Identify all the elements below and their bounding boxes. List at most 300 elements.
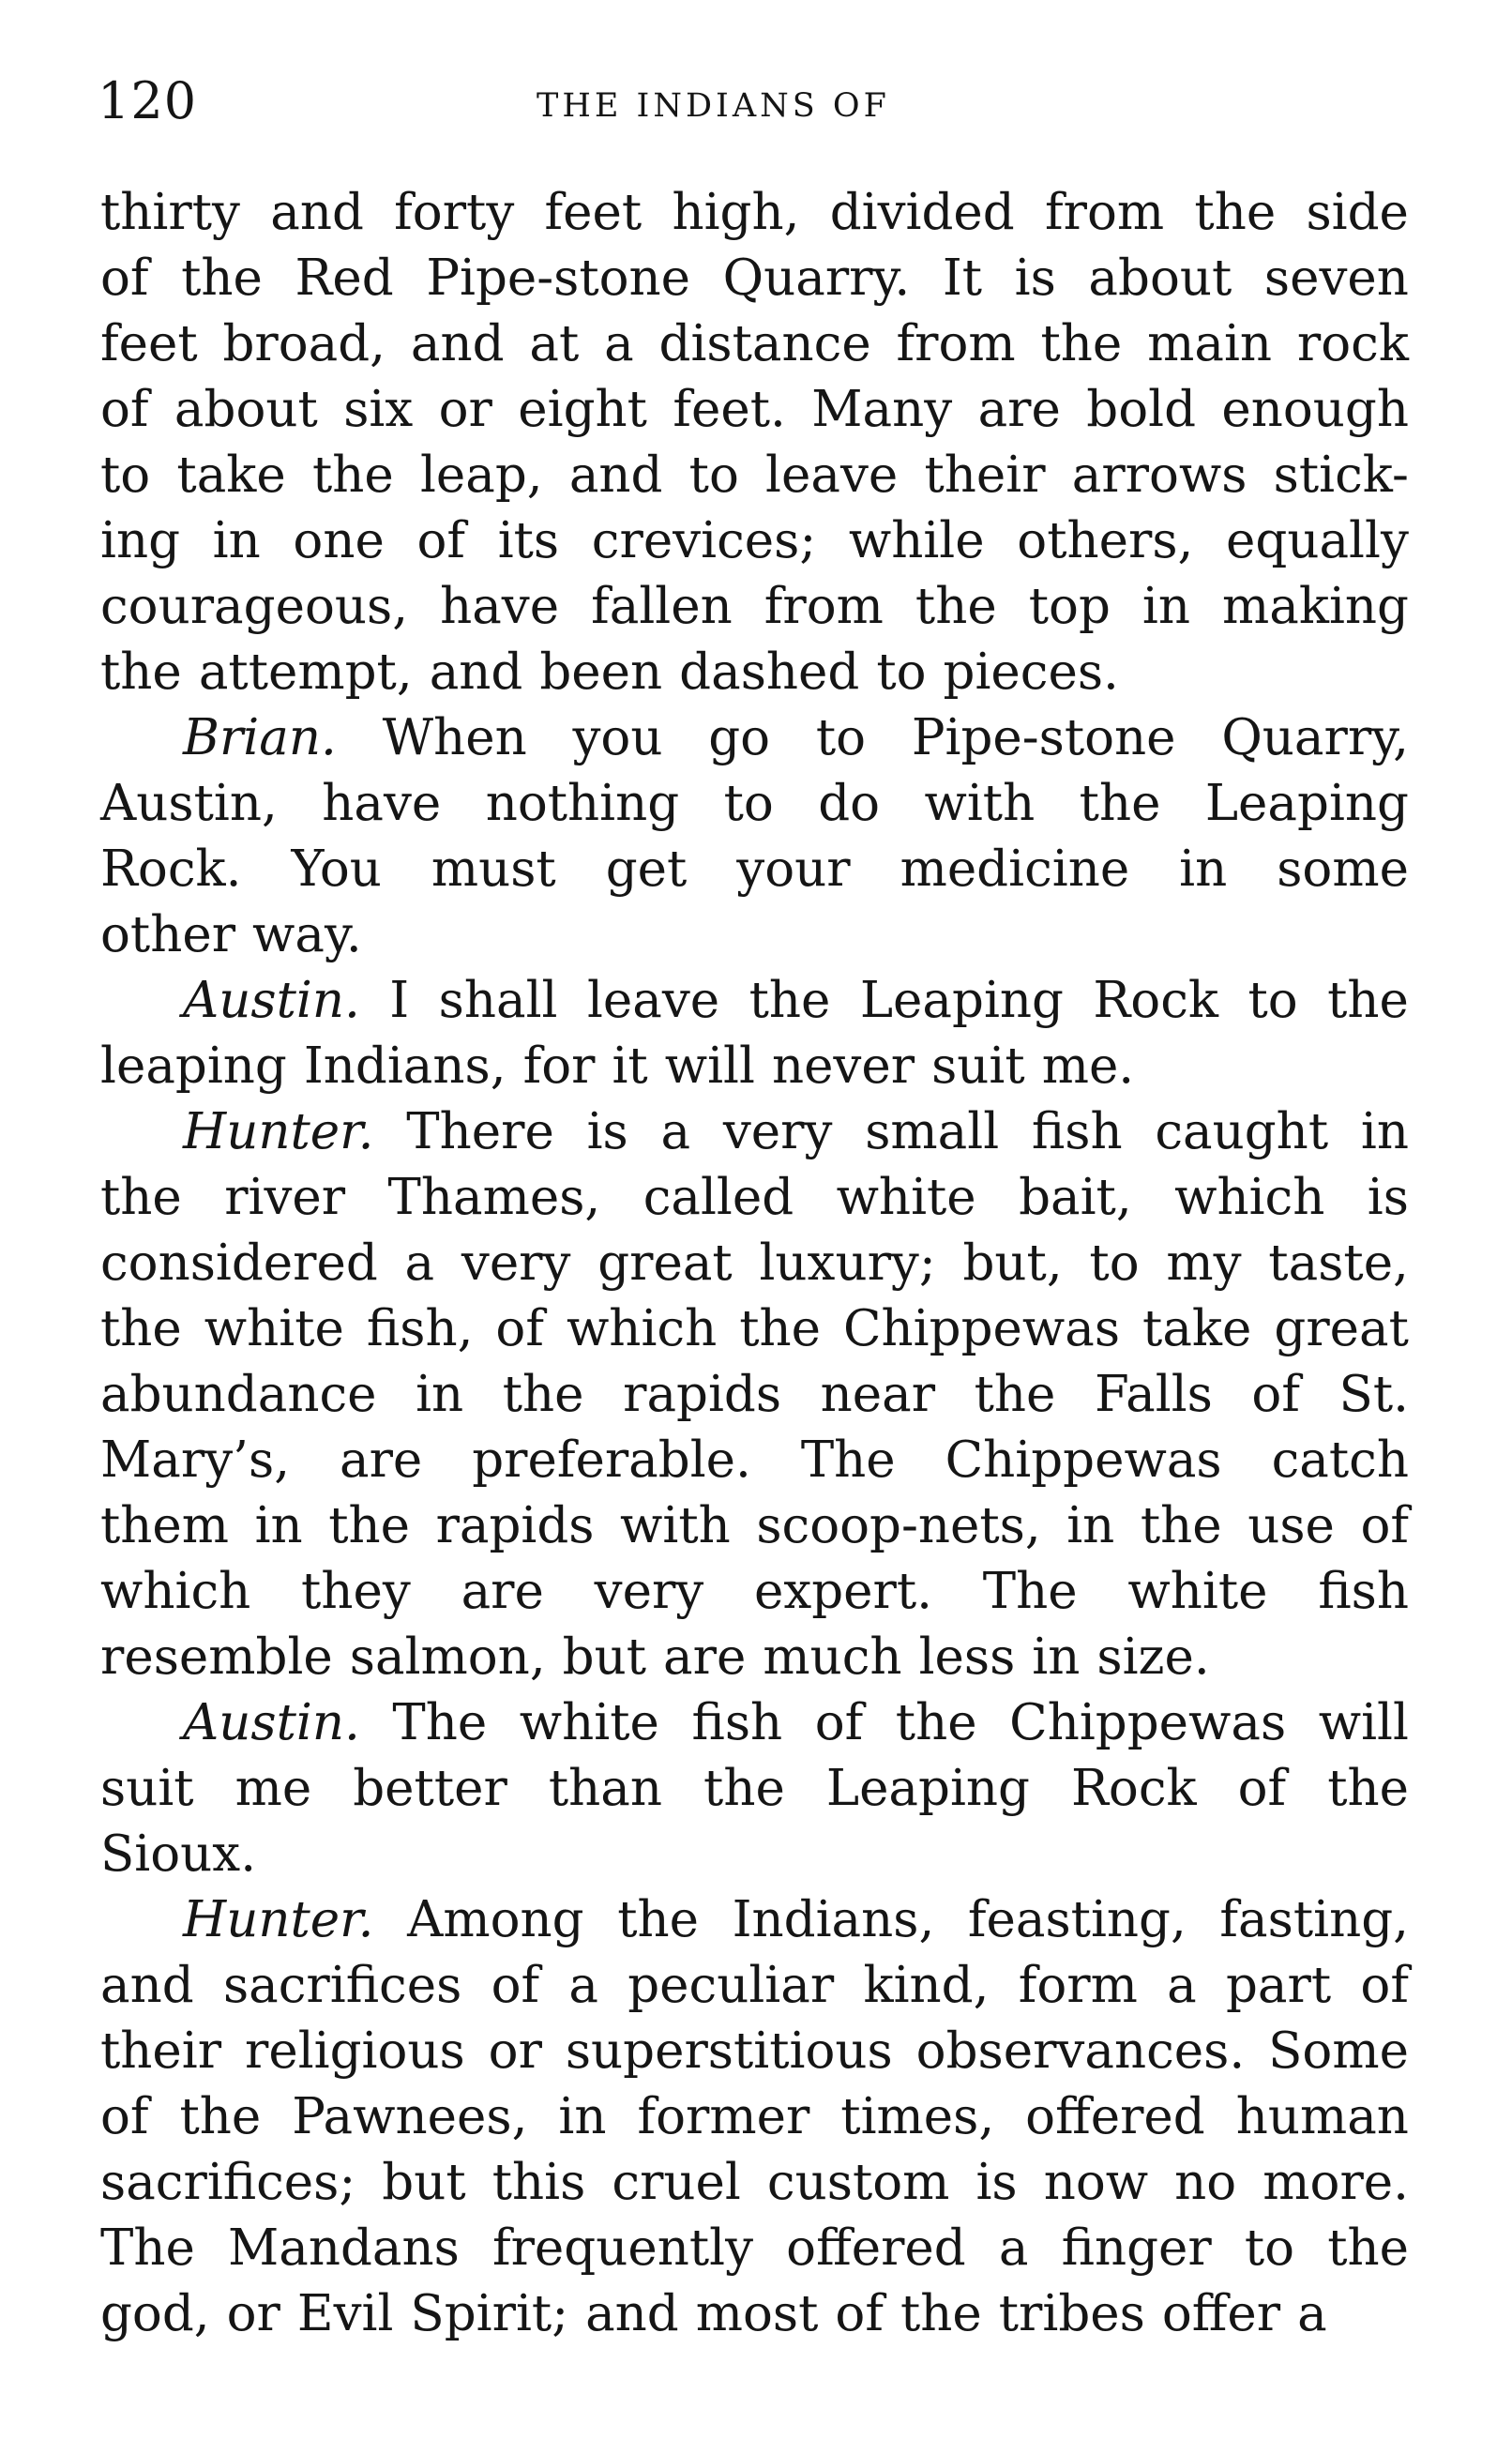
word: leap,	[419, 447, 543, 504]
word: considered	[100, 1235, 378, 1292]
word: rock	[1296, 315, 1409, 372]
word: while	[848, 512, 985, 569]
text-line	[100, 1296, 1409, 1362]
word: is	[1014, 250, 1056, 307]
word: dashed	[679, 644, 860, 701]
word: Chippewas	[945, 1432, 1222, 1489]
word: and	[568, 447, 663, 504]
speaker-name: Austin.	[183, 1694, 360, 1751]
text-line	[100, 968, 1409, 1034]
word: to	[100, 447, 151, 504]
body-text	[100, 180, 1409, 2347]
word: to	[1247, 972, 1298, 1029]
word: part	[1225, 1957, 1332, 2014]
text-line	[100, 1034, 1409, 1099]
text-line	[100, 2084, 1409, 2150]
word: Mary’s,	[100, 1432, 291, 1489]
word: cruel	[612, 2154, 741, 2211]
word: former	[637, 2088, 810, 2145]
word: of	[1360, 1957, 1409, 2014]
running-head	[98, 73, 1411, 129]
word: in	[1142, 578, 1190, 635]
word: way.	[252, 906, 362, 963]
word: main	[1147, 315, 1273, 372]
word: white	[1127, 1563, 1268, 1620]
word: feet	[100, 315, 198, 372]
text-line	[100, 2281, 1409, 2347]
word: the	[974, 1366, 1056, 1423]
word: a	[660, 1103, 691, 1160]
word: Leaping	[1204, 775, 1409, 832]
word: crevices;	[591, 512, 817, 569]
word: to	[815, 709, 867, 766]
word: in	[212, 512, 261, 569]
word: or	[438, 381, 492, 438]
word: suit	[931, 1038, 1025, 1095]
word: broad,	[222, 315, 386, 372]
word: salmon,	[349, 1629, 546, 1686]
word: white	[204, 1300, 344, 1357]
word: the	[328, 1497, 411, 1554]
word: the	[179, 2088, 262, 2145]
word: peculiar	[627, 1957, 835, 2014]
word: in	[1066, 1497, 1115, 1554]
text-line	[100, 1690, 1409, 1756]
word: will	[1318, 1694, 1409, 1751]
word: Red	[295, 250, 394, 307]
word: great	[597, 1235, 733, 1292]
word: abundance	[100, 1366, 377, 1423]
word: your	[736, 841, 851, 898]
word: pieces.	[943, 644, 1119, 701]
word: frequently	[491, 2219, 754, 2277]
word: less	[918, 1629, 1016, 1686]
word: been	[539, 644, 663, 701]
text-line	[100, 1428, 1409, 1493]
word: finger	[1061, 2219, 1212, 2277]
word: scoop-nets,	[756, 1497, 1041, 1554]
word: superstitious	[565, 2022, 893, 2080]
word: is	[975, 2154, 1018, 2211]
text-line	[100, 837, 1409, 902]
word: now	[1043, 2154, 1149, 2211]
word: use	[1247, 1497, 1335, 1554]
word: its	[497, 512, 560, 569]
word: the	[617, 1891, 699, 1948]
word: river	[224, 1169, 346, 1226]
word: but,	[962, 1235, 1063, 1292]
word: one	[293, 512, 385, 569]
word: others,	[1017, 512, 1194, 569]
word: fasting,	[1219, 1891, 1409, 1948]
word: the	[100, 1300, 182, 1357]
speaker-name: Brian.	[183, 709, 337, 766]
word: Leaping	[825, 1760, 1030, 1817]
word: or	[226, 2285, 280, 2342]
word: Indians,	[303, 1038, 507, 1095]
word: forty	[394, 184, 515, 241]
word: better	[353, 1760, 507, 1817]
word: of	[1237, 1760, 1287, 1817]
word: the	[703, 1760, 785, 1817]
word: of	[416, 512, 466, 569]
word: shall	[438, 972, 558, 1029]
word: take	[1142, 1300, 1252, 1357]
word: fish	[1031, 1103, 1123, 1160]
text-line	[100, 771, 1409, 837]
word: leaping	[100, 1038, 287, 1095]
word: arrows	[1071, 447, 1247, 504]
word: bold	[1086, 381, 1196, 438]
word: the	[502, 1366, 584, 1423]
word: in	[1360, 1103, 1409, 1160]
word: their	[924, 447, 1046, 504]
word: Rock	[1093, 972, 1219, 1029]
word: in	[1032, 1629, 1081, 1686]
word: you	[572, 709, 663, 766]
word: the	[739, 1300, 822, 1357]
text-line	[100, 443, 1409, 508]
word: than	[548, 1760, 663, 1817]
word: Pawnees,	[292, 2088, 528, 2145]
word: enough	[1221, 381, 1409, 438]
speaker-name: Austin.	[183, 972, 360, 1029]
word: or	[488, 2022, 542, 2080]
word: take	[176, 447, 286, 504]
word: and	[585, 2285, 679, 2342]
word: of	[1251, 1366, 1300, 1423]
word: preferable.	[472, 1432, 751, 1489]
word: a	[1297, 2285, 1327, 2342]
page-number: 120	[98, 71, 198, 130]
word: about	[1088, 250, 1232, 307]
word: the	[748, 972, 831, 1029]
word: side	[1306, 184, 1409, 241]
word: this	[491, 2154, 586, 2211]
word: leave	[765, 447, 899, 504]
word: to	[1244, 2219, 1295, 2277]
word: of	[495, 1300, 544, 1357]
word: The	[392, 1694, 488, 1751]
word: offered	[1025, 2088, 1205, 2145]
word: medicine	[900, 841, 1130, 898]
word: Rock.	[100, 841, 242, 898]
word: the	[1040, 315, 1123, 372]
text-line	[100, 705, 1409, 771]
word: expert.	[754, 1563, 933, 1620]
word: god,	[100, 2285, 210, 2342]
word: sacrifices;	[100, 2154, 356, 2211]
word: The	[800, 1432, 896, 1489]
word: times,	[840, 2088, 995, 2145]
word: Falls	[1094, 1366, 1213, 1423]
word: they	[301, 1563, 411, 1620]
text-line	[100, 1756, 1409, 1822]
word: kind,	[863, 1957, 990, 2014]
word: St.	[1338, 1366, 1409, 1423]
word: but	[382, 2154, 466, 2211]
word: and	[270, 184, 364, 241]
word: seven	[1263, 250, 1409, 307]
word: to	[876, 644, 927, 701]
word: to	[1089, 1235, 1140, 1292]
text-line	[100, 1887, 1409, 1953]
word: the	[1079, 775, 1161, 832]
word: very	[461, 1235, 571, 1292]
word: for	[522, 1038, 596, 1095]
word: The	[100, 2219, 195, 2277]
word: Austin,	[100, 775, 278, 832]
word: my	[1166, 1235, 1242, 1292]
word: feet.	[673, 381, 786, 438]
word: Quarry.	[722, 250, 911, 307]
word: of	[835, 2285, 884, 2342]
word: and	[429, 644, 523, 701]
word: from	[1045, 184, 1165, 241]
word: great	[1274, 1300, 1409, 1357]
word: the	[1327, 972, 1409, 1029]
word: with	[620, 1497, 731, 1554]
word: a	[998, 2219, 1029, 2277]
text-line	[100, 902, 1409, 968]
word: Thames,	[387, 1169, 601, 1226]
word: Evil	[296, 2285, 394, 2342]
word: the	[1327, 1760, 1409, 1817]
word: form	[1018, 1957, 1138, 2014]
word: near	[820, 1366, 936, 1423]
word: most	[695, 2285, 819, 2342]
word: are	[461, 1563, 544, 1620]
word: attempt,	[198, 644, 413, 701]
word: offer	[1161, 2285, 1281, 2342]
word: Rock	[1071, 1760, 1197, 1817]
word: which	[100, 1563, 251, 1620]
word: very	[594, 1563, 704, 1620]
text-line	[100, 508, 1409, 574]
word: caught	[1155, 1103, 1329, 1160]
word: sacrifices	[222, 1957, 462, 2014]
word: the	[1194, 184, 1277, 241]
word: the	[1327, 2219, 1409, 2277]
word: with	[924, 775, 1036, 832]
word: from	[764, 578, 884, 635]
word: a	[1167, 1957, 1197, 2014]
text-line	[100, 2150, 1409, 2216]
word: ing	[100, 512, 181, 569]
word: observances.	[915, 2022, 1246, 2080]
word: rapids	[623, 1366, 782, 1423]
word: fish,	[366, 1300, 474, 1357]
word: much	[763, 1629, 902, 1686]
word: the	[1140, 1497, 1222, 1554]
word: Pipe-stone	[911, 709, 1176, 766]
word: religious	[245, 2022, 465, 2080]
word: some	[1277, 841, 1409, 898]
word: size.	[1096, 1629, 1210, 1686]
word: will	[664, 1038, 755, 1095]
word: You	[291, 841, 382, 898]
word: of	[814, 1694, 864, 1751]
speaker-name: Hunter.	[183, 1891, 374, 1948]
word: the	[915, 578, 997, 635]
text-line	[100, 1822, 1409, 1887]
word: Quarry,	[1221, 709, 1409, 766]
word: very	[722, 1103, 833, 1160]
word: suit	[100, 1760, 194, 1817]
word: which	[566, 1300, 718, 1357]
word: making	[1222, 578, 1409, 635]
word: and	[100, 1957, 194, 2014]
word: to	[688, 447, 739, 504]
word: the	[181, 250, 263, 307]
word: nothing	[485, 775, 680, 832]
word: the	[311, 447, 394, 504]
word: fallen	[591, 578, 733, 635]
word: of	[1360, 1497, 1409, 1554]
word: Mandans	[227, 2219, 460, 2277]
word: must	[431, 841, 556, 898]
text-line	[100, 1559, 1409, 1625]
word: the	[100, 644, 182, 701]
word: them	[100, 1497, 230, 1554]
word: stick-	[1273, 447, 1409, 504]
word: fish	[1318, 1563, 1409, 1620]
text-line	[100, 1493, 1409, 1559]
word: are	[663, 1629, 747, 1686]
word: go	[708, 709, 771, 766]
word: in	[558, 2088, 607, 2145]
word: of	[491, 1957, 540, 2014]
word: from	[896, 315, 1016, 372]
word: Spirit;	[410, 2285, 569, 2342]
word: more.	[1263, 2154, 1409, 2211]
word: of	[100, 250, 149, 307]
text-line	[100, 1231, 1409, 1296]
word: catch	[1271, 1432, 1409, 1489]
word: thirty	[100, 184, 240, 241]
word: luxury;	[759, 1235, 936, 1292]
word: fish	[691, 1694, 783, 1751]
word: Sioux.	[100, 1825, 257, 1883]
word: the	[900, 2285, 982, 2342]
word: Pipe-stone	[426, 250, 691, 307]
word: resemble	[100, 1629, 333, 1686]
text-line	[100, 1953, 1409, 2019]
word: about	[174, 381, 318, 438]
word: Chippewas	[1009, 1694, 1287, 1751]
word: a	[568, 1957, 598, 2014]
text-line	[100, 2019, 1409, 2084]
word: offered	[786, 2219, 966, 2277]
word: in	[416, 1366, 464, 1423]
word: divided	[829, 184, 1015, 241]
word: at	[529, 315, 580, 372]
text-line	[100, 180, 1409, 246]
word: high,	[672, 184, 800, 241]
word: six	[343, 381, 414, 438]
word: the	[100, 1169, 182, 1226]
text-line	[100, 377, 1409, 443]
word: distance	[658, 315, 871, 372]
word: never	[771, 1038, 915, 1095]
word: Some	[1268, 2022, 1409, 2080]
word: it	[612, 1038, 648, 1095]
text-line	[100, 311, 1409, 377]
text-line	[100, 1625, 1409, 1690]
word: Among	[407, 1891, 584, 1948]
word: get	[605, 841, 688, 898]
word: in	[1179, 841, 1228, 898]
text-line	[100, 574, 1409, 640]
word: rapids	[435, 1497, 595, 1554]
text-line	[100, 246, 1409, 311]
word: have	[440, 578, 560, 635]
word: and	[410, 315, 505, 372]
word: human	[1235, 2088, 1409, 2145]
word: me.	[1041, 1038, 1135, 1095]
word: There	[406, 1103, 554, 1160]
word: Indians,	[732, 1891, 935, 1948]
word: a	[404, 1235, 435, 1292]
word: taste,	[1268, 1235, 1409, 1292]
word: are	[977, 381, 1061, 438]
word: Leaping	[859, 972, 1064, 1029]
word: tribes	[998, 2285, 1145, 2342]
word: to	[723, 775, 774, 832]
word: top	[1028, 578, 1111, 635]
word: in	[254, 1497, 303, 1554]
word: have	[322, 775, 442, 832]
word: feasting,	[967, 1891, 1187, 1948]
word: white	[836, 1169, 976, 1226]
word: white	[519, 1694, 659, 1751]
word: but	[562, 1629, 647, 1686]
word: courageous,	[100, 578, 409, 635]
word: is	[586, 1103, 628, 1160]
text-line	[100, 1362, 1409, 1428]
word: a	[604, 315, 634, 372]
word: of	[100, 381, 149, 438]
word: bait,	[1019, 1169, 1132, 1226]
word: no	[1174, 2154, 1237, 2211]
word: their	[100, 2022, 222, 2080]
word: is	[1367, 1169, 1409, 1226]
text-line	[100, 640, 1409, 705]
word: It	[942, 250, 983, 307]
running-title: THE INDIANS OF	[537, 87, 890, 125]
word: I	[389, 972, 410, 1029]
word: small	[865, 1103, 1000, 1160]
text-line	[100, 1165, 1409, 1231]
word: of	[100, 2088, 149, 2145]
speaker-name: Hunter.	[183, 1103, 374, 1160]
word: custom	[766, 2154, 950, 2211]
word: the	[895, 1694, 977, 1751]
word: which	[1174, 1169, 1325, 1226]
word: are	[339, 1432, 423, 1489]
word: When	[382, 709, 527, 766]
word: leave	[586, 972, 720, 1029]
word: me	[234, 1760, 312, 1817]
word: do	[818, 775, 881, 832]
word: Many	[811, 381, 953, 438]
word: called	[643, 1169, 794, 1226]
word: Chippewas	[843, 1300, 1121, 1357]
word: equally	[1226, 512, 1409, 569]
word: The	[982, 1563, 1078, 1620]
word: eight	[518, 381, 647, 438]
word: feet	[544, 184, 643, 241]
